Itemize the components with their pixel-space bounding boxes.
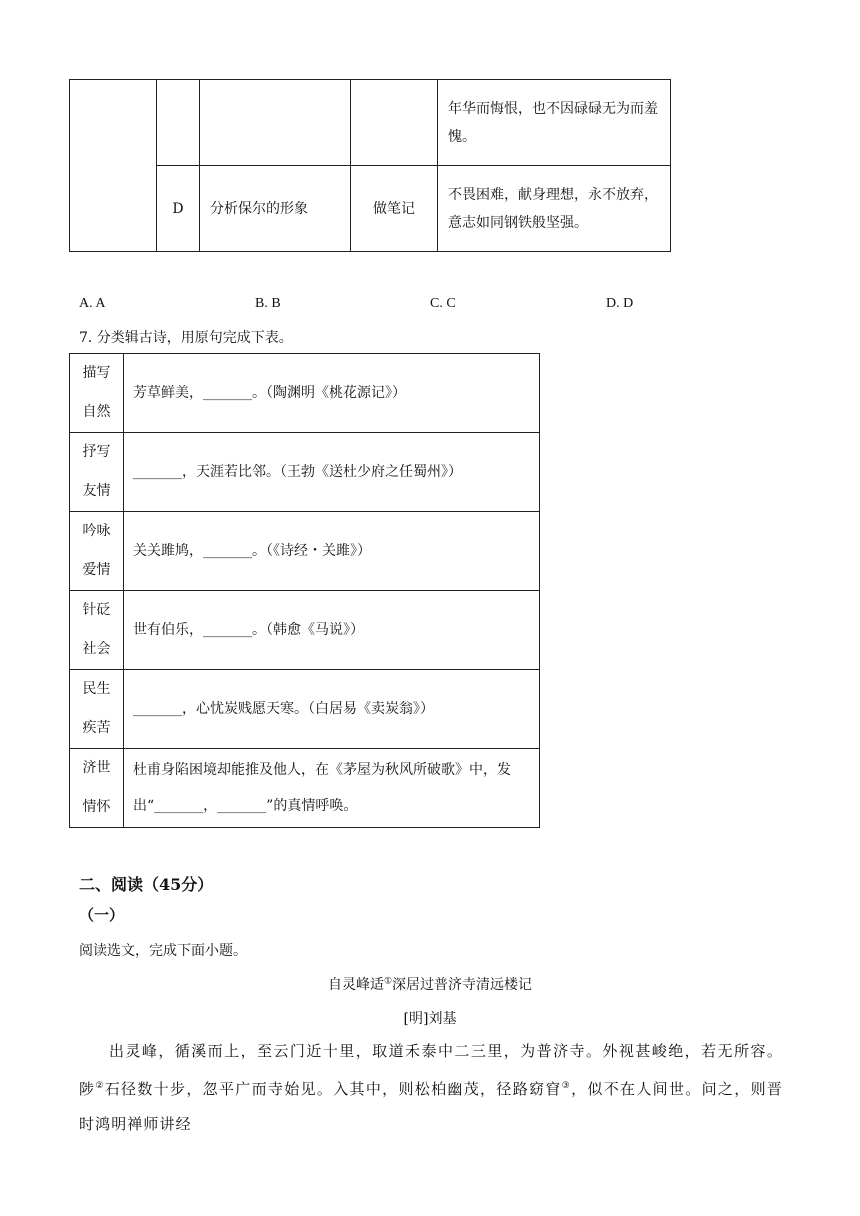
option-letter-cell <box>157 80 200 166</box>
category-label: 针砭 <box>82 602 111 618</box>
footnote-marker: ① <box>383 976 393 987</box>
category-label: 民生 <box>82 681 111 697</box>
essay-body <box>79 1034 783 1142</box>
question-7-stem: 7. 分类辑古诗，用原句完成下表。 <box>79 330 293 346</box>
essay-author: [明]刘基 <box>403 1011 457 1027</box>
part-title: （一） <box>79 906 125 924</box>
category-label: 友情 <box>82 483 111 499</box>
category-cell <box>70 670 124 749</box>
essay-title-part: 深居过普济寺清远楼记 <box>392 977 533 993</box>
poem-line-cell[interactable]: 世有伯乐，_______。（韩愈《马说》） <box>124 591 540 670</box>
table-cell-empty <box>70 80 157 252</box>
method-cell <box>351 80 438 166</box>
category-cell <box>70 591 124 670</box>
choice-c[interactable]: C. C <box>430 296 456 311</box>
answer-options-table <box>69 79 671 252</box>
table-row <box>70 80 671 166</box>
poem-line-cell[interactable]: 芳草鲜美，_______。（陶渊明《桃花源记》） <box>124 354 540 433</box>
choice-a[interactable]: A. A <box>79 296 106 311</box>
essay-text: 石径数十步，忽平广而寺始见。入其中，则松柏幽茂，径路窈窅 <box>104 1080 562 1098</box>
category-label: 疾苦 <box>82 720 111 736</box>
category-label: 济世 <box>82 760 111 776</box>
essay-text: 出灵峰，循溪而上，至云门近十里，取道禾泰中二三里，为普济寺。外视甚峻绝，若无所容。陟 <box>79 1042 783 1098</box>
category-label: 描写 <box>82 365 111 381</box>
table-row <box>70 512 540 591</box>
footnote-marker: ② <box>95 1081 105 1091</box>
category-cell <box>70 512 124 591</box>
choice-b[interactable]: B. B <box>255 296 281 311</box>
table-row <box>70 591 540 670</box>
category-label: 社会 <box>82 641 111 657</box>
task-cell: 分析保尔的形象 <box>200 166 351 252</box>
category-label: 自然 <box>82 404 111 420</box>
table-row <box>70 670 540 749</box>
poem-line-cell[interactable]: _______，心忧炭贱愿天寒。（白居易《卖炭翁》） <box>124 670 540 749</box>
category-cell <box>70 749 124 828</box>
method-cell: 做笔记 <box>351 166 438 252</box>
poem-line-cell[interactable]: 杜甫身陷困境却能推及他人，在《茅屋为秋风所破歌》中，发出“_______，_______”的真情呼唤。 <box>124 749 540 828</box>
table-row <box>70 354 540 433</box>
table-row <box>70 749 540 828</box>
category-label: 抒写 <box>82 444 111 460</box>
category-cell <box>70 354 124 433</box>
poem-line-cell[interactable]: _______，天涯若比邻。（王勃《送杜少府之任蜀州》） <box>124 433 540 512</box>
footnote-marker: ③ <box>561 1081 572 1091</box>
category-cell <box>70 433 124 512</box>
category-label: 吟咏 <box>82 523 111 539</box>
essay-title <box>0 974 860 994</box>
option-letter-cell: D <box>157 166 200 252</box>
category-label: 情怀 <box>82 799 111 815</box>
task-cell <box>200 80 351 166</box>
table-row <box>70 166 671 252</box>
poem-classification-table <box>69 353 540 828</box>
section-title: 二、阅读（45分） <box>79 875 214 894</box>
content-cell: 年华而悔恨，也不因碌碌无为而羞愧。 <box>438 80 671 166</box>
poem-line-cell[interactable]: 关关雎鸠，_______。（《诗经・关雎》） <box>124 512 540 591</box>
content-cell: 不畏困难，献身理想，永不放弃，意志如同钢铁般坚强。 <box>438 166 671 252</box>
essay-text: ，似不在人间世。问之，则晋时鸿明禅师讲经 <box>79 1080 783 1133</box>
choice-d[interactable]: D. D <box>606 296 634 311</box>
essay-title-part: 自灵峰适 <box>327 977 384 993</box>
reading-instruction: 阅读选文，完成下面小题。 <box>79 943 247 959</box>
table-row <box>70 433 540 512</box>
category-label: 爱情 <box>82 562 111 578</box>
